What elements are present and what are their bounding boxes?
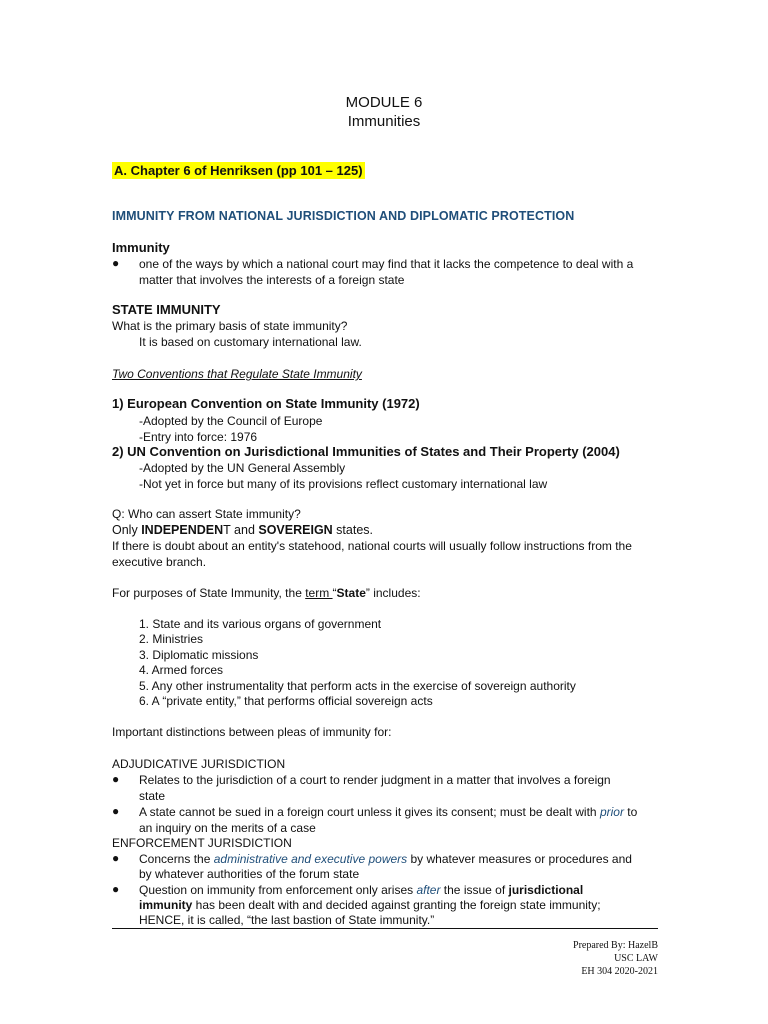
adjudicative-heading: ADJUDICATIVE JURISDICTION [112, 757, 286, 771]
conventions-label: Two Conventions that Regulate State Immunity [112, 367, 362, 381]
convention-2-detail: -Adopted by the UN General Assembly [139, 461, 346, 475]
state-immunity-answer: It is based on customary international law. [139, 335, 362, 349]
doubt-line: executive branch. [112, 555, 207, 569]
adjudicative-text: to [623, 805, 638, 819]
includes-item: 6. A “private entity,” that performs official sovereign acts [139, 694, 433, 708]
convention-2-title: 2) UN Convention on Jurisdictional Immunities of States and Their Property (2004) [112, 444, 620, 459]
bullet-icon: ● [112, 772, 120, 786]
enforcement-text: by whatever measures or procedures and [407, 852, 632, 866]
convention-1-detail: -Entry into force: 1976 [139, 430, 258, 444]
adjudicative-bullet-line: state [139, 789, 166, 803]
state-immunity-question: What is the primary basis of state immunity? [112, 319, 348, 333]
adjudicative-bullet-line: an inquiry on the merits of a case [139, 821, 316, 835]
who-answer-independent: INDEPENDEN [141, 523, 224, 537]
footer-course: EH 304 2020-2021 [581, 966, 658, 977]
who-answer [112, 522, 373, 538]
convention-1-detail: -Adopted by the Council of Europe [139, 414, 323, 428]
adjudicative-bullet-line [139, 804, 637, 820]
enforcement-text: Concerns the [139, 852, 214, 866]
bullet-icon: ● [112, 851, 120, 865]
bullet-icon: ● [112, 256, 120, 270]
convention-1-title: 1) European Convention on State Immunity (1972) [112, 396, 420, 411]
who-answer-text: Only [112, 523, 142, 537]
immunity-bullet-line: matter that involves the interests of a foreign state [139, 273, 405, 287]
powers-emphasis: administrative and executive powers [213, 852, 408, 866]
includes-item: 3. Diplomatic missions [139, 648, 259, 662]
adjudicative-bullet-line: Relates to the jurisdiction of a court to render judgment in a matter that involves a foreign [139, 773, 611, 787]
adjudicative-text: A state cannot be sued in a foreign court unless it gives its consent; must be dealt with [139, 805, 600, 819]
includes-item: 2. Ministries [139, 632, 204, 646]
enforcement-bullet-line: by whatever authorities of the forum state [139, 867, 360, 881]
includes-item: 4. Armed forces [139, 663, 224, 677]
prior-emphasis: prior [599, 805, 624, 819]
state-immunity-heading: STATE IMMUNITY [112, 302, 221, 317]
term-quote: “ [332, 586, 337, 600]
enforcement-text: Question on immunity from enforcement only arises [139, 883, 417, 897]
enforcement-text: has been dealt with and decided against granting the foreign state immunity; [192, 898, 601, 912]
footer-divider [112, 928, 658, 929]
includes-item: 1. State and its various organs of government [139, 617, 382, 631]
who-answer-text: T and [223, 523, 259, 537]
section-a-heading: A. Chapter 6 of Henriksen (pp 101 – 125) [114, 163, 363, 178]
term-sentence [112, 585, 421, 601]
after-emphasis: after [416, 883, 441, 897]
includes-item: 5. Any other instrumentality that perform acts in the exercise of sovereign authority [139, 679, 576, 693]
jurisdictional-emphasis: jurisdictional [508, 883, 584, 897]
doubt-line: If there is doubt about an entity's statehood, national courts will usually follow instructions from the [112, 539, 632, 553]
module-topic: Immunities [347, 113, 421, 130]
footer-school: USC LAW [614, 953, 658, 964]
term-state: State [336, 586, 366, 600]
immunity-heading: Immunity [112, 240, 170, 255]
footer-prepared-by: Prepared By: HazelB [573, 940, 658, 951]
term-text: ” includes: [365, 586, 421, 600]
enforcement-bullet-line [139, 897, 601, 913]
immunity-bullet-line: one of the ways by which a national court may find that it lacks the competence to deal with a [139, 257, 634, 271]
term-text: For purposes of State Immunity, the [112, 586, 306, 600]
term-word: term [305, 586, 333, 600]
enforcement-text: the issue of [440, 883, 509, 897]
enforcement-bullet-line [139, 851, 632, 867]
bullet-icon: ● [112, 882, 120, 896]
who-question: Q: Who can assert State immunity? [112, 507, 301, 521]
distinctions-line: Important distinctions between pleas of immunity for: [112, 725, 392, 739]
who-answer-sovereign: SOVEREIGN [258, 523, 333, 537]
who-answer-text: states. [332, 523, 373, 537]
enforcement-bullet-line: HENCE, it is called, “the last bastion of State immunity.” [139, 913, 435, 927]
section-heading: IMMUNITY FROM NATIONAL JURISDICTION AND DIPLOMATIC PROTECTION [112, 209, 575, 223]
bullet-icon: ● [112, 804, 120, 818]
enforcement-bullet-line [139, 882, 583, 898]
immunity-emphasis: immunity [139, 898, 193, 912]
convention-2-detail: -Not yet in force but many of its provisions reflect customary international law [139, 477, 548, 491]
enforcement-heading: ENFORCEMENT JURISDICTION [112, 836, 292, 850]
module-title: MODULE 6 [345, 94, 423, 111]
